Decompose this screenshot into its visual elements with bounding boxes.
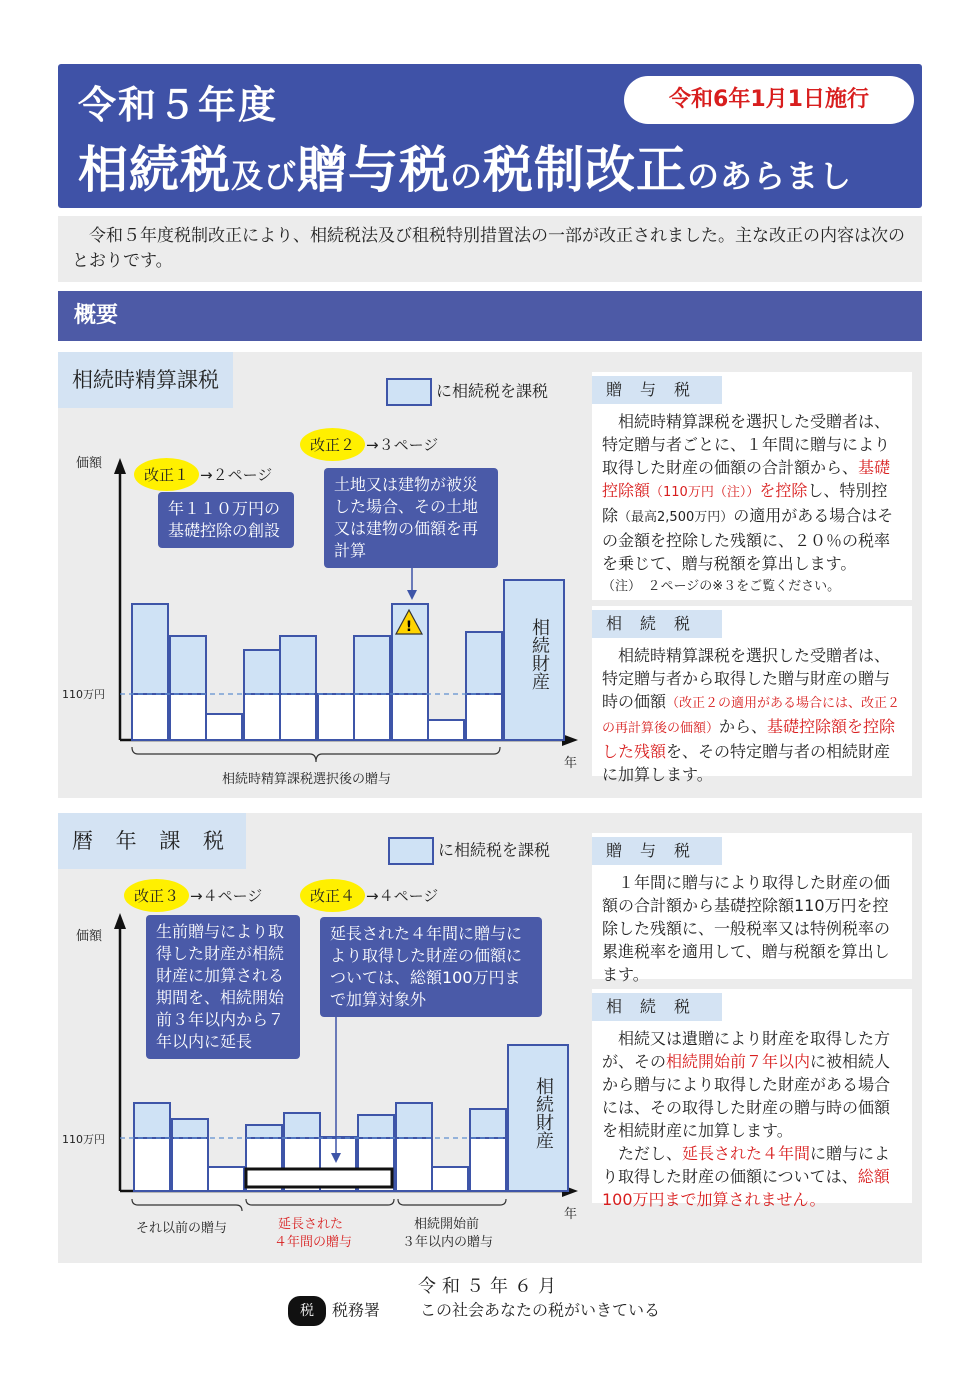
callout3-bubble: 生前贈与により取得した財産が相続財産に加算される期間を、相続開始前３年以内から７年以内に延長 — [146, 915, 300, 1059]
gift-bar-taxed — [172, 1119, 208, 1138]
callout2-tag: 改正２ — [300, 428, 365, 461]
callout1-bubble: 年１１０万円の基礎控除の創設 — [158, 492, 294, 548]
panel2-legend: に相続税を課税 — [388, 837, 550, 865]
gift-bar-taxed — [354, 636, 390, 694]
panel1-estate-label: 相続財産 — [529, 618, 550, 690]
panel2-x-label: 年 — [564, 1207, 578, 1222]
panel2-range2a: 延長された — [278, 1217, 344, 1232]
gift-bar-base — [396, 1138, 432, 1191]
gift-bar-base — [354, 694, 390, 740]
gift-bar-base — [132, 694, 168, 740]
section-title: 概要 — [58, 291, 922, 341]
panel1-bars — [132, 604, 502, 740]
gift-bar-base — [428, 720, 464, 740]
callout1-ref: →２ページ — [200, 466, 273, 484]
panel1-inheritance-tax-card: 相続税 相続時精算課税を選択した受贈者は、特定贈与者から取得した贈与財産の贈与時の価額（改正２の適用がある場合には、改正２の再計算後の価額）から、基礎控除額を控除した残額を、その特定贈与者の相続財産に加算します。 — [592, 606, 912, 776]
header-year: 令和５年度 — [78, 83, 279, 127]
panel1-gift-note: （注） ２ページの※３をご覧ください。 — [602, 579, 841, 594]
gift-bar-taxed — [246, 1125, 282, 1138]
gift-bar-taxed — [396, 1103, 432, 1138]
gift-bar-taxed — [134, 1103, 170, 1138]
page-title: 相続税及び贈与税の税制改正のあらまし — [78, 141, 853, 199]
gift-bar-base — [206, 714, 242, 740]
settlement-taxation-panel — [58, 352, 922, 798]
panel2-inherit-tab: 相続税 — [592, 993, 722, 1021]
gift-bar-base — [134, 1138, 170, 1191]
warning-mark: ! — [405, 619, 413, 635]
footer-line: 税 税務署 この社会あなたの税がいきている — [288, 1296, 660, 1326]
panel1-legend: に相続税を課税 — [386, 378, 548, 406]
gift-bar-taxed — [284, 1113, 320, 1138]
callout3-tag: 改正３ — [124, 879, 189, 912]
panel2-y-label: 価額 — [76, 929, 103, 944]
gift-bar-base — [318, 694, 354, 740]
panel1-tab: 相続時精算課税 — [58, 352, 233, 408]
callout2-ref: →３ページ — [366, 436, 439, 454]
callout4-tag: 改正４ — [300, 879, 365, 912]
panel1-x-label: 年 — [564, 756, 578, 771]
gift-bar-base — [244, 694, 280, 740]
gift-bar-base — [170, 694, 206, 740]
gift-bar-base — [208, 1167, 244, 1191]
intro-text: 令和５年度税制改正により、相続税法及び租税特別措置法の一部が改正されました。主な改正の内容は次のとおりです。 — [58, 216, 922, 282]
tax-office-logo: 税 — [288, 1296, 326, 1326]
gift-bar-base — [470, 1138, 506, 1191]
gift-bar-taxed — [132, 604, 168, 694]
extended-period-box — [246, 1169, 392, 1187]
callout1-tag: 改正１ — [134, 458, 199, 491]
callout4-bubble: 延長された４年間に贈与により取得した財産の価額については、総額100万円まで加算対象外 — [320, 917, 542, 1017]
title-banner — [58, 64, 922, 208]
panel1-gift-tax-card: 贈与税 相続時精算課税を選択した受贈者は、特定贈与者ごとに、１年間に贈与により取得した財産の価額の合計額から、基礎控除額（110万円（注））を控除し、特別控除（最高2,500万円）の適用がある場合はその金額を控除した残額に、２０％の税率を乗じて、贈与税額を算出します。 （注） ２ページの※３をご覧ください。 — [592, 372, 912, 600]
gift-bar-base — [280, 694, 316, 740]
panel1-threshold: 110万円 — [62, 688, 105, 701]
callout2-bubble: 土地又は建物が被災した場合、その土地又は建物の価額を再計算 — [324, 468, 498, 568]
gift-bar-base — [466, 694, 502, 740]
panel2-range3a: 相続開始前 — [414, 1217, 480, 1232]
panel2-inheritance-tax-card: 相続税 相続又は遺贈により財産を取得した方が、その相続開始前７年以内に被相続人から贈与により取得した財産がある場合には、その取得した財産の贈与時の価額を相続財産に加算します。 ただし、延長された４年間に贈与により取得した財産の価額については、総額100万円まで加算されません。 — [592, 989, 912, 1203]
gift-bar-taxed — [466, 632, 502, 694]
callout3-ref: →４ページ — [190, 887, 263, 905]
gift-bar-taxed — [358, 1115, 394, 1138]
panel1-y-label: 価額 — [76, 456, 103, 471]
gift-bar-taxed — [470, 1109, 506, 1138]
effective-date-badge: 令和6年1月1日施行 — [624, 76, 914, 124]
panel2-range1: それ以前の贈与 — [136, 1221, 228, 1236]
panel2-range3b: ３年以内の贈与 — [402, 1235, 494, 1250]
panel1-gift-tab: 贈与税 — [592, 376, 722, 404]
gift-bar-taxed — [244, 650, 280, 694]
panel2-estate-label: 相続財産 — [533, 1077, 554, 1149]
gift-bar-base — [172, 1138, 208, 1191]
calendar-year-taxation-panel — [58, 813, 922, 1263]
gift-bar-base — [432, 1167, 468, 1191]
panel1-chart — [58, 352, 588, 798]
gift-bar-taxed — [170, 636, 206, 694]
panel2-gift-tax-card: 贈与税 １年間に贈与により取得した財産の価額の合計額から基礎控除額110万円を控除した残額に、一般税率又は特例税率の累進税率を適用して、贈与税額を算出します。 — [592, 833, 912, 979]
issue-date: 令和５年６月 — [418, 1276, 562, 1297]
gift-bar-base — [392, 694, 428, 740]
panel1-inherit-tab: 相続税 — [592, 610, 722, 638]
panel2-threshold: 110万円 — [62, 1133, 105, 1146]
panel2-gift-tab: 贈与税 — [592, 837, 722, 865]
panel1-range-label: 相続時精算課税選択後の贈与 — [222, 772, 392, 787]
panel2-tab: 暦 年 課 税 — [58, 813, 246, 869]
panel2-range2b: ４年間の贈与 — [274, 1235, 353, 1250]
gift-bar-taxed — [280, 636, 316, 694]
callout4-ref: →４ページ — [366, 887, 439, 905]
